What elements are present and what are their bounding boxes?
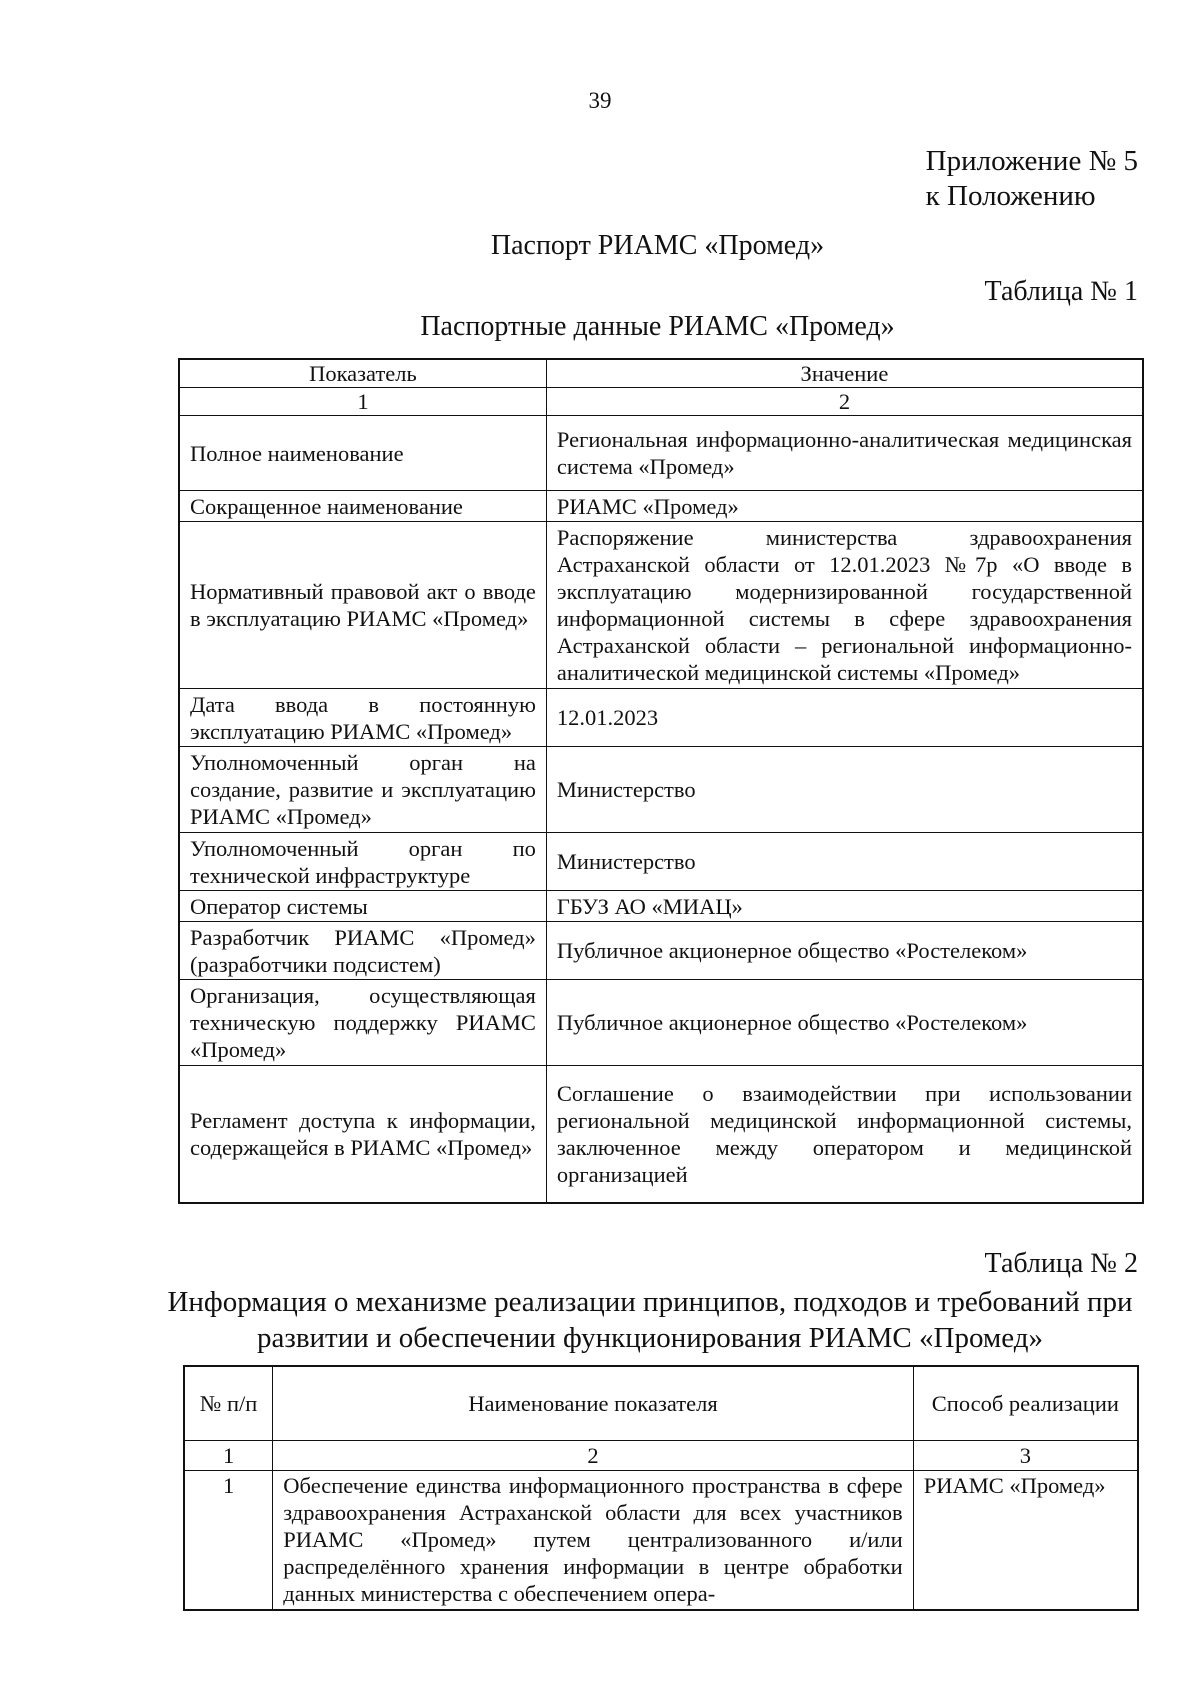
implementation-table <box>183 1365 1139 1611</box>
column-number-row <box>184 1440 1138 1470</box>
header-number: № п/п <box>184 1366 273 1440</box>
column-number: 2 <box>546 388 1143 416</box>
column-number: 1 <box>179 388 546 416</box>
table-row <box>179 922 1143 980</box>
row-label: Уполномоченный орган по технической инфраструктуре <box>179 833 546 891</box>
table-row <box>179 416 1143 491</box>
row-label: Нормативный правовой акт о вводе в эксплуатацию РИАМС «Промед» <box>179 522 546 689</box>
row-label: Сокращенное наименование <box>179 491 546 522</box>
row-value: Распоряжение министерства здравоохранения Астраханской области от 12.01.2023 №7р «О вводе в эксплуатацию модернизированной государственной информационной системы в сфере здравоохранения Астраханской области – региональной информационно-аналитической медицинской системы «Промед» <box>546 522 1143 689</box>
table-row <box>179 1066 1143 1203</box>
table-row <box>179 491 1143 522</box>
column-number: 1 <box>184 1440 273 1470</box>
row-label: Уполномоченный орган на создание, развитие и эксплуатацию РИАМС «Промед» <box>179 747 546 833</box>
row-label: Организация, осуществляющая техническую поддержку РИАМС «Промед» <box>179 980 546 1066</box>
row-value: Публичное акционерное общество «Ростелеком» <box>546 980 1143 1066</box>
table-row <box>179 689 1143 747</box>
appendix-regulation: к Положению <box>925 180 1096 212</box>
table-row <box>179 747 1143 833</box>
header-value: Значение <box>546 359 1143 388</box>
table-row <box>179 980 1143 1066</box>
row-value: РИАМС «Промед» <box>546 491 1143 522</box>
row-value: 12.01.2023 <box>546 689 1143 747</box>
header-indicator: Показатель <box>179 359 546 388</box>
table2-title <box>100 1284 1200 1356</box>
page-number: 39 <box>588 88 612 113</box>
row-value: Публичное акционерное общество «Ростелеком» <box>546 922 1143 980</box>
row-label: Разработчик РИАМС «Промед» (разработчики подсистем) <box>179 922 546 980</box>
row-method: РИАМС «Промед» <box>913 1470 1138 1610</box>
row-value: ГБУЗ АО «МИАЦ» <box>546 891 1143 922</box>
row-label: Регламент доступа к информации, содержащейся в РИАМС «Промед» <box>179 1066 546 1203</box>
column-number-row <box>179 388 1143 416</box>
appendix-reference <box>926 144 1138 214</box>
table2-title-line: развитии и обеспечении функционирования РИАМС «Промед» <box>257 1322 1043 1354</box>
row-value: Соглашение о взаимодействии при использовании региональной медицинской информационной системы, заключенное между оператором и медицинской организацией <box>546 1066 1143 1203</box>
row-value: Министерство <box>546 833 1143 891</box>
table-row <box>179 833 1143 891</box>
row-number: 1 <box>184 1470 273 1610</box>
table2-title-line: Информация о механизме реализации принципов, подходов и требований при <box>167 1286 1133 1318</box>
table-row <box>179 891 1143 922</box>
row-label: Дата ввода в постоянную эксплуатацию РИАМС «Промед» <box>179 689 546 747</box>
table2-caption: Таблица № 2 <box>984 1248 1138 1279</box>
table-header-row <box>184 1366 1138 1440</box>
row-value: Региональная информационно-аналитическая медицинская система «Промед» <box>546 416 1143 491</box>
table1-title: Паспортные данные РИАМС «Промед» <box>420 311 895 342</box>
table-header-row <box>179 359 1143 388</box>
appendix-number: Приложение № 5 <box>925 145 1138 177</box>
row-label: Оператор системы <box>179 891 546 922</box>
passport-data-table <box>178 358 1144 1204</box>
row-value: Министерство <box>546 747 1143 833</box>
column-number: 3 <box>913 1440 1138 1470</box>
row-indicator-name: Обеспечение единства информационного пространства в сфере здравоохранения Астраханской области для всех участников РИАМС «Промед» путем централизованного и/или распределённого хранения информации в центре обработки данных министерства с обеспечением опера- <box>273 1470 913 1610</box>
table-row <box>184 1470 1138 1610</box>
passport-title: Паспорт РИАМС «Промед» <box>490 230 825 261</box>
row-label: Полное наименование <box>179 416 546 491</box>
table-row <box>179 522 1143 689</box>
header-indicator-name: Наименование показателя <box>273 1366 913 1440</box>
header-method: Способ реализации <box>913 1366 1138 1440</box>
column-number: 2 <box>273 1440 913 1470</box>
table1-caption: Таблица № 1 <box>984 276 1138 307</box>
